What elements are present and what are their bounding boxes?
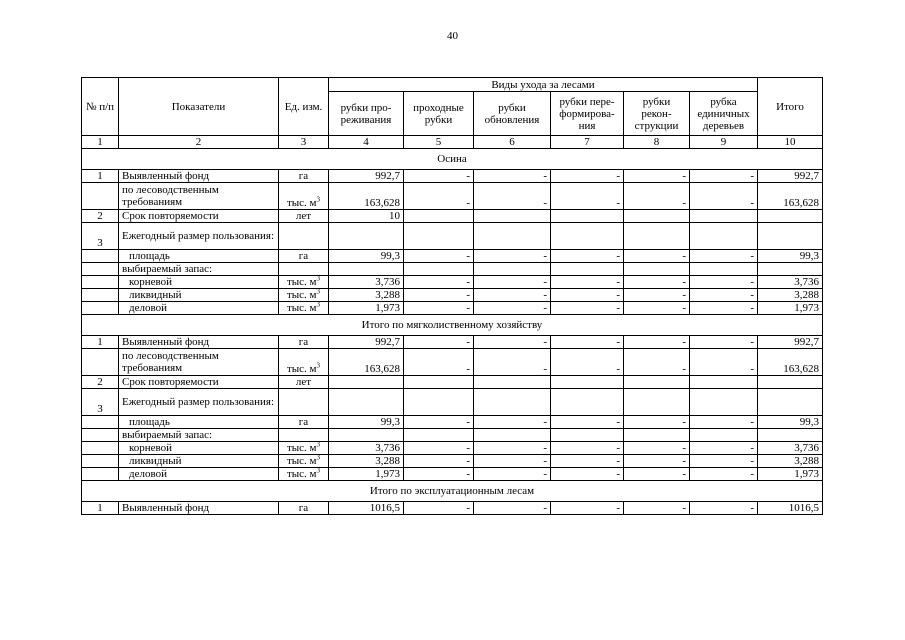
row-number <box>82 349 119 376</box>
value-cell: - <box>690 442 758 455</box>
value-cell: - <box>474 336 551 349</box>
value-cell: - <box>690 455 758 468</box>
table-row <box>82 336 823 349</box>
value-cell: 99,3 <box>329 416 404 429</box>
value-cell <box>329 429 404 442</box>
row-label: Ежегодный размер пользования: <box>119 223 279 250</box>
value-cell <box>551 389 624 416</box>
row-number: 1 <box>82 170 119 183</box>
value-cell: 3,736 <box>329 442 404 455</box>
row-number <box>82 250 119 263</box>
row-number <box>82 263 119 276</box>
total-cell: 992,7 <box>758 170 823 183</box>
value-cell <box>624 429 690 442</box>
header-col-number: 2 <box>119 136 279 149</box>
row-number <box>82 468 119 481</box>
value-cell: - <box>551 276 624 289</box>
page-number: 40 <box>447 30 458 42</box>
table-row <box>82 276 823 289</box>
value-cell <box>690 223 758 250</box>
row-unit <box>279 210 329 223</box>
table-row <box>82 170 823 183</box>
header-col-number: 4 <box>329 136 404 149</box>
table-row <box>82 442 823 455</box>
unit-text: га <box>298 336 309 348</box>
unit-text: тыс. м <box>286 276 317 288</box>
value-cell <box>404 429 474 442</box>
value-cell: - <box>690 276 758 289</box>
header-col-number: 8 <box>624 136 690 149</box>
value-cell: - <box>551 442 624 455</box>
value-cell <box>624 223 690 250</box>
value-cell: - <box>624 468 690 481</box>
value-cell: 992,7 <box>329 336 404 349</box>
row-label: корневой <box>119 276 279 289</box>
value-cell: - <box>624 502 690 515</box>
row-number <box>82 442 119 455</box>
value-cell <box>551 376 624 389</box>
value-cell: 1,973 <box>329 468 404 481</box>
row-label: корневой <box>119 442 279 455</box>
value-cell: 3,288 <box>329 289 404 302</box>
row-unit <box>279 302 329 315</box>
row-unit <box>279 429 329 442</box>
total-cell <box>758 263 823 276</box>
value-cell: - <box>551 289 624 302</box>
total-cell <box>758 429 823 442</box>
value-cell <box>404 263 474 276</box>
row-unit <box>279 455 329 468</box>
table-row <box>82 416 823 429</box>
table-row <box>82 376 823 389</box>
unit-superscript: 3 <box>316 361 321 370</box>
row-number <box>82 416 119 429</box>
value-cell: - <box>404 442 474 455</box>
row-label: по лесоводственным требованиям <box>119 349 279 376</box>
row-label: Выявленный фонд <box>119 502 279 515</box>
row-label: Срок повторяемости <box>119 376 279 389</box>
header-indicators: Показатели <box>119 78 279 136</box>
value-cell: - <box>474 170 551 183</box>
value-cell <box>329 376 404 389</box>
value-cell: 3,736 <box>329 276 404 289</box>
value-cell <box>551 223 624 250</box>
value-cell: - <box>624 302 690 315</box>
total-cell: 3,736 <box>758 276 823 289</box>
value-cell <box>551 210 624 223</box>
value-cell: 1,973 <box>329 302 404 315</box>
value-cell: - <box>690 468 758 481</box>
value-cell <box>624 389 690 416</box>
header-col-number: 9 <box>690 136 758 149</box>
total-cell <box>758 223 823 250</box>
total-cell <box>758 389 823 416</box>
section-title: Итого по мягколиственному хозяйству <box>82 315 823 336</box>
total-cell: 3,736 <box>758 442 823 455</box>
table-row <box>82 210 823 223</box>
row-label: Срок повторяемости <box>119 210 279 223</box>
value-cell: - <box>690 250 758 263</box>
value-cell: - <box>690 502 758 515</box>
header-col-number: 5 <box>404 136 474 149</box>
value-cell: - <box>551 250 624 263</box>
value-cell: - <box>474 468 551 481</box>
table-row <box>82 389 823 416</box>
row-number: 2 <box>82 210 119 223</box>
value-cell: - <box>551 302 624 315</box>
value-cell: - <box>690 416 758 429</box>
total-cell: 3,288 <box>758 289 823 302</box>
table-body <box>82 149 823 515</box>
row-unit <box>279 289 329 302</box>
unit-superscript: 3 <box>316 467 321 475</box>
total-cell: 992,7 <box>758 336 823 349</box>
table-row <box>82 302 823 315</box>
value-cell <box>329 263 404 276</box>
value-cell: - <box>624 170 690 183</box>
row-unit <box>279 416 329 429</box>
value-cell <box>474 389 551 416</box>
value-cell <box>690 376 758 389</box>
value-cell: - <box>624 442 690 455</box>
value-cell <box>551 429 624 442</box>
unit-superscript: 3 <box>316 301 321 309</box>
unit-superscript: 3 <box>316 454 321 462</box>
value-cell: - <box>690 289 758 302</box>
row-unit <box>279 170 329 183</box>
total-cell: 1,973 <box>758 468 823 481</box>
value-cell: - <box>404 455 474 468</box>
row-label: Ежегодный размер пользования: <box>119 389 279 416</box>
value-cell: - <box>624 349 690 376</box>
value-cell: - <box>474 455 551 468</box>
row-unit <box>279 263 329 276</box>
value-cell <box>690 210 758 223</box>
value-cell: - <box>404 289 474 302</box>
value-cell: - <box>474 349 551 376</box>
value-cell: - <box>474 276 551 289</box>
value-cell <box>329 223 404 250</box>
table-row <box>82 289 823 302</box>
value-cell <box>551 263 624 276</box>
row-label: площадь <box>119 250 279 263</box>
row-number: 1 <box>82 336 119 349</box>
header-care-group: Виды ухода за лесами <box>329 78 758 92</box>
unit-superscript: 3 <box>316 195 321 204</box>
value-cell: - <box>404 468 474 481</box>
table-row <box>82 502 823 515</box>
row-number <box>82 276 119 289</box>
value-cell: - <box>404 416 474 429</box>
unit-superscript: 3 <box>316 275 321 283</box>
row-unit <box>279 183 329 210</box>
value-cell <box>404 389 474 416</box>
value-cell: - <box>551 502 624 515</box>
value-cell: - <box>474 502 551 515</box>
value-cell: - <box>624 416 690 429</box>
row-number <box>82 302 119 315</box>
total-cell: 3,288 <box>758 455 823 468</box>
header-care-type: рубки про-реживания <box>329 92 404 136</box>
value-cell: - <box>690 170 758 183</box>
value-cell <box>404 210 474 223</box>
value-cell <box>624 263 690 276</box>
value-cell: - <box>404 170 474 183</box>
value-cell: - <box>624 183 690 210</box>
total-cell: 1016,5 <box>758 502 823 515</box>
section-title: Осина <box>82 149 823 170</box>
row-unit <box>279 468 329 481</box>
value-cell: - <box>551 336 624 349</box>
unit-text: га <box>298 416 309 428</box>
value-cell <box>474 223 551 250</box>
row-number: 3 <box>82 389 119 416</box>
header-care-type: проходные рубки <box>404 92 474 136</box>
row-number: 3 <box>82 223 119 250</box>
unit-superscript: 3 <box>316 441 321 449</box>
value-cell: - <box>404 302 474 315</box>
value-cell: 163,628 <box>329 349 404 376</box>
row-number <box>82 183 119 210</box>
row-unit <box>279 223 329 250</box>
value-cell: - <box>690 349 758 376</box>
header-col-number: 1 <box>82 136 119 149</box>
value-cell <box>690 389 758 416</box>
row-unit <box>279 349 329 376</box>
header-col-number: 3 <box>279 136 329 149</box>
unit-text: тыс. м <box>286 455 317 467</box>
value-cell: 3,288 <box>329 455 404 468</box>
value-cell: - <box>551 468 624 481</box>
value-cell: - <box>474 442 551 455</box>
table-row <box>82 349 823 376</box>
header-unit: Ед. изм. <box>279 78 329 136</box>
header-care-type: рубки пере-формирова-ния <box>551 92 624 136</box>
unit-text: тыс. м <box>286 289 317 301</box>
row-label: Выявленный фонд <box>119 336 279 349</box>
value-cell: - <box>474 183 551 210</box>
header-care-type: рубки рекон-струкции <box>624 92 690 136</box>
header-care-type: рубки обновления <box>474 92 551 136</box>
value-cell <box>624 210 690 223</box>
value-cell: - <box>690 336 758 349</box>
value-cell <box>474 263 551 276</box>
table-row <box>82 250 823 263</box>
header-total: Итого <box>758 78 823 136</box>
row-label: ликвидный <box>119 289 279 302</box>
row-number <box>82 289 119 302</box>
total-cell <box>758 376 823 389</box>
unit-text: га <box>298 250 309 262</box>
unit-superscript: 3 <box>316 288 321 296</box>
forest-care-table <box>81 77 823 515</box>
value-cell: - <box>624 250 690 263</box>
value-cell: - <box>624 289 690 302</box>
value-cell: - <box>404 349 474 376</box>
value-cell <box>624 376 690 389</box>
value-cell: - <box>690 183 758 210</box>
value-cell: - <box>624 276 690 289</box>
row-label: ликвидный <box>119 455 279 468</box>
section-title: Итого по эксплуатационным лесам <box>82 481 823 502</box>
row-label: Выявленный фонд <box>119 170 279 183</box>
row-label: деловой <box>119 468 279 481</box>
value-cell: - <box>404 336 474 349</box>
row-unit <box>279 442 329 455</box>
row-unit <box>279 250 329 263</box>
row-label: выбираемый запас: <box>119 263 279 276</box>
value-cell: - <box>404 276 474 289</box>
row-label: деловой <box>119 302 279 315</box>
row-number: 1 <box>82 502 119 515</box>
row-number <box>82 429 119 442</box>
unit-text: тыс. м <box>286 302 317 314</box>
table-row <box>82 223 823 250</box>
value-cell <box>474 429 551 442</box>
value-cell <box>474 210 551 223</box>
table-row <box>82 468 823 481</box>
value-cell: 99,3 <box>329 250 404 263</box>
total-cell <box>758 210 823 223</box>
total-cell: 1,973 <box>758 302 823 315</box>
unit-text: тыс. м <box>286 363 317 375</box>
row-label: площадь <box>119 416 279 429</box>
total-cell: 99,3 <box>758 416 823 429</box>
value-cell: - <box>551 170 624 183</box>
value-cell: - <box>551 183 624 210</box>
row-label: по лесоводственным требованиям <box>119 183 279 210</box>
header-num: № п/п <box>82 78 119 136</box>
value-cell: - <box>474 416 551 429</box>
row-number <box>82 455 119 468</box>
table-row <box>82 183 823 210</box>
unit-text: га <box>298 502 309 514</box>
unit-text: лет <box>295 210 312 222</box>
value-cell <box>474 376 551 389</box>
unit-text: тыс. м <box>286 468 317 480</box>
value-cell: 10 <box>329 210 404 223</box>
value-cell <box>404 223 474 250</box>
value-cell: - <box>404 183 474 210</box>
unit-text: га <box>298 170 309 182</box>
row-unit <box>279 276 329 289</box>
value-cell: - <box>404 502 474 515</box>
row-number: 2 <box>82 376 119 389</box>
value-cell <box>404 376 474 389</box>
header-col-number: 6 <box>474 136 551 149</box>
value-cell: - <box>551 416 624 429</box>
total-cell: 163,628 <box>758 349 823 376</box>
unit-text: лет <box>295 376 312 388</box>
row-unit <box>279 502 329 515</box>
unit-text: тыс. м <box>286 197 317 209</box>
table-row <box>82 429 823 442</box>
value-cell: - <box>624 455 690 468</box>
value-cell: - <box>404 250 474 263</box>
total-cell: 163,628 <box>758 183 823 210</box>
value-cell: - <box>624 336 690 349</box>
value-cell: - <box>551 349 624 376</box>
row-unit <box>279 389 329 416</box>
value-cell: 163,628 <box>329 183 404 210</box>
value-cell: - <box>474 289 551 302</box>
value-cell: - <box>690 302 758 315</box>
total-cell: 99,3 <box>758 250 823 263</box>
unit-text: тыс. м <box>286 442 317 454</box>
value-cell <box>329 389 404 416</box>
header-care-type: рубка единичных деревьев <box>690 92 758 136</box>
value-cell: - <box>551 455 624 468</box>
value-cell <box>690 263 758 276</box>
row-label: выбираемый запас: <box>119 429 279 442</box>
value-cell <box>690 429 758 442</box>
table-row <box>82 455 823 468</box>
value-cell: 1016,5 <box>329 502 404 515</box>
header-col-number: 10 <box>758 136 823 149</box>
row-unit <box>279 376 329 389</box>
value-cell: - <box>474 302 551 315</box>
value-cell: - <box>474 250 551 263</box>
table-row <box>82 263 823 276</box>
header-col-number: 7 <box>551 136 624 149</box>
row-unit <box>279 336 329 349</box>
value-cell: 992,7 <box>329 170 404 183</box>
